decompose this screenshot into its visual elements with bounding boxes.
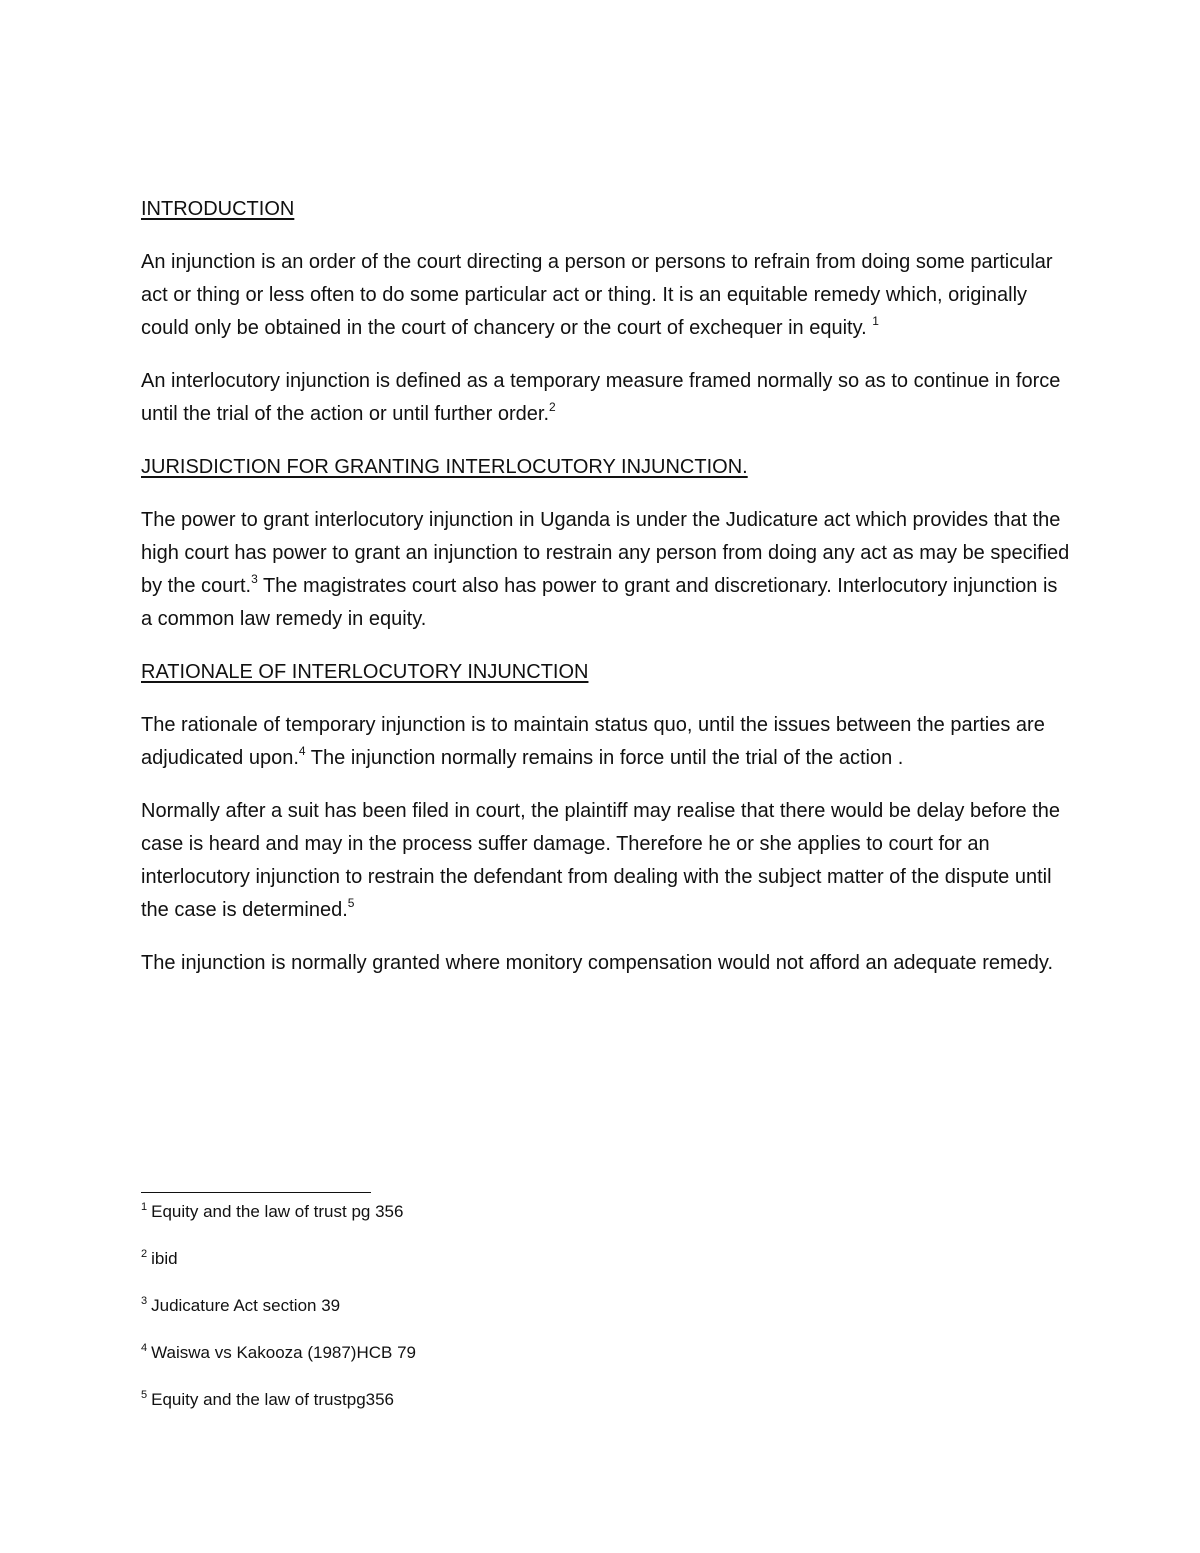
footnote-1: [141, 1199, 1041, 1246]
paragraph-text: An interlocutory injunction is defined as a temporary measure framed normally so as to continue in force until the trial of the action or until further order.: [141, 370, 1061, 425]
footnote-text: Judicature Act section 39: [151, 1296, 341, 1315]
footnote-ref[interactable]: 4: [298, 744, 306, 758]
footnote-number: 5: [141, 1389, 148, 1401]
paragraph-text: Normally after a suit has been filed in court, the plaintiff may realise that there would be delay before the case is heard and may in the process suffer damage. Therefore he or she applies to court for an interlocutory injunction to restrain the defendant from dealing with the subject matter of the dispute until the case is determined.: [141, 800, 1061, 921]
footnote-2: [141, 1246, 1041, 1293]
footnote-text: Waiswa vs Kakooza (1987)HCB 79: [151, 1343, 416, 1362]
paragraph-compensation: [141, 947, 1071, 980]
footnote-ref[interactable]: 3: [251, 572, 258, 586]
footnote-text: Equity and the law of trustpg356: [151, 1390, 395, 1409]
footnote-separator: [141, 1192, 371, 1193]
footnote-ref[interactable]: 1: [872, 314, 879, 328]
footnote-number: 1: [141, 1201, 148, 1213]
paragraph-rationale: [141, 709, 1071, 775]
paragraph-text: The injunction is normally granted where monitory compensation would not afford an adequate remedy.: [141, 952, 1054, 974]
paragraph-delay: [141, 795, 1071, 927]
footnote-number: 3: [141, 1295, 148, 1307]
document-body: [141, 193, 1071, 1000]
footnote-3: [141, 1293, 1041, 1340]
paragraph-text: An injunction is an order of the court directing a person or persons to refrain from doing some particular act or thing or less often to do some particular act or thing. It is an equitable remedy which, originally could only be obtained in the court of chancery or the court of exchequer in equity.: [141, 251, 1053, 339]
heading-introduction: INTRODUCTION: [141, 198, 295, 220]
paragraph-jurisdiction: [141, 504, 1071, 636]
heading-rationale: RATIONALE OF INTERLOCUTORY INJUNCTION: [141, 661, 589, 683]
footnotes-section: [141, 1192, 1041, 1434]
paragraph-text: The magistrates court also has power to grant and discretionary. Interlocutory injunction is a common law remedy in equity.: [141, 575, 1058, 630]
paragraph-interlocutory-definition: [141, 365, 1071, 431]
paragraph-text: The power to grant interlocutory injunction in Uganda is under the Judicature act which provides that the high court has power to grant an injunction to restrain any person from doing any act as may be specified by the court.: [141, 509, 1070, 597]
footnote-5: [141, 1387, 1041, 1434]
footnote-number: 4: [141, 1342, 148, 1354]
heading-jurisdiction: JURISDICTION FOR GRANTING INTERLOCUTORY INJUNCTION.: [141, 456, 748, 478]
footnote-number: 2: [141, 1248, 148, 1260]
paragraph-injunction-definition: [141, 246, 1071, 345]
footnote-ref[interactable]: 2: [549, 400, 556, 414]
paragraph-text: The injunction normally remains in force until the trial of the action .: [305, 747, 904, 769]
footnote-4: [141, 1340, 1041, 1387]
footnote-text: Equity and the law of trust pg 356: [151, 1202, 404, 1221]
footnote-ref[interactable]: 5: [347, 896, 355, 910]
footnote-text: ibid: [151, 1249, 178, 1268]
paragraph-text: The rationale of temporary injunction is to maintain status quo, until the issues between the parties are adjudicated upon.: [141, 714, 1045, 769]
